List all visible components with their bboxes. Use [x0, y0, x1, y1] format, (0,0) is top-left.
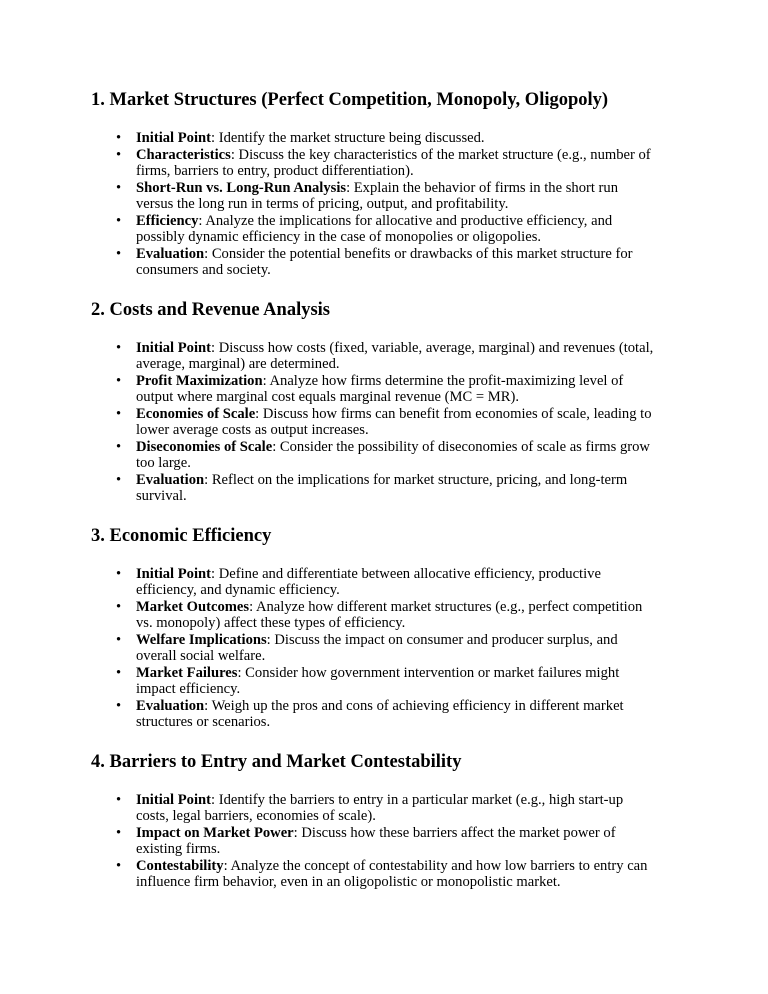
- item-text: : Analyze how firms determine the profit-maximizing level of output where marginal cost equals marginal revenue (MC = MR).: [136, 372, 624, 405]
- item-text: : Consider how government intervention or market failures might impact efficiency.: [136, 664, 620, 697]
- list-item: [91, 825, 656, 858]
- item-term: Initial Point: [136, 130, 212, 146]
- list-item: [91, 246, 656, 279]
- list-item: [91, 599, 656, 632]
- item-term: Diseconomies of Scale: [136, 438, 273, 455]
- bullet-icon: •: [116, 372, 122, 389]
- item-term: Short-Run vs. Long-Run Analysis: [136, 179, 347, 196]
- item-term: Evaluation: [136, 245, 205, 262]
- bullet-icon: •: [116, 146, 122, 163]
- bullet-icon: •: [116, 438, 122, 455]
- item-term: Evaluation: [136, 471, 205, 488]
- list-item: [91, 373, 656, 406]
- item-text: : Identify the barriers to entry in a particular market (e.g., high start-up costs, legal barriers, economies of scale).: [136, 791, 624, 824]
- bullet-icon: •: [116, 664, 122, 681]
- item-text: : Reflect on the implications for market structure, pricing, and long-term survival.: [136, 471, 628, 504]
- list-item: [91, 665, 656, 698]
- item-text: : Analyze the concept of contestability and how low barriers to entry can influence firm behavior, even in an oligopolistic or monopolistic market.: [136, 857, 648, 890]
- item-text: : Discuss how these barriers affect the market power of existing firms.: [136, 824, 616, 857]
- item-term: Characteristics: [136, 146, 231, 163]
- list-item: [91, 566, 656, 599]
- bullet-icon: •: [116, 565, 122, 582]
- section-heading: 1. Market Structures (Perfect Competition, Monopoly, Oligopoly): [91, 90, 609, 110]
- bullet-icon: •: [116, 339, 122, 356]
- bullet-icon: •: [116, 857, 122, 874]
- item-text: : Analyze the implications for allocative and productive efficiency, and possibly dynamic efficiency in the case of monopolies or oligopolies.: [136, 212, 613, 245]
- bullet-icon: •: [116, 245, 122, 262]
- item-text: : Identify the market structure being discussed.: [211, 130, 485, 146]
- item-text: : Discuss the key characteristics of the market structure (e.g., number of firms, barriers to entry, product differentiation).: [136, 146, 651, 179]
- list-item: [91, 340, 656, 373]
- item-text: : Discuss how costs (fixed, variable, average, marginal) and revenues (total, average, marginal) are determined.: [136, 339, 654, 372]
- item-term: Contestability: [136, 857, 224, 874]
- list-item: [91, 147, 656, 180]
- item-term: Evaluation: [136, 697, 205, 714]
- item-text: : Discuss how firms can benefit from economies of scale, leading to lower average costs as output increases.: [136, 405, 652, 438]
- bullet-icon: •: [116, 130, 122, 146]
- section-heading: 2. Costs and Revenue Analysis: [91, 299, 331, 320]
- bullet-icon: •: [116, 405, 122, 422]
- item-term: Initial Point: [136, 791, 212, 808]
- list-item: [91, 792, 656, 825]
- bullet-list: [91, 340, 768, 505]
- bullet-icon: •: [116, 471, 122, 488]
- item-term: Efficiency: [136, 212, 199, 229]
- item-term: Welfare Implications: [136, 631, 267, 648]
- item-text: : Define and differentiate between allocative efficiency, productive efficiency, and dynamic efficiency.: [136, 565, 601, 598]
- bullet-icon: •: [116, 179, 122, 196]
- item-text: : Explain the behavior of firms in the short run versus the long run in terms of pricing, output, and profitability.: [136, 179, 619, 212]
- bullet-list: [91, 130, 768, 279]
- bullet-icon: •: [116, 791, 122, 808]
- list-item: [91, 406, 656, 439]
- bullet-icon: •: [116, 631, 122, 648]
- item-term: Economies of Scale: [136, 405, 256, 422]
- item-term: Profit Maximization: [136, 372, 263, 389]
- item-term: Impact on Market Power: [136, 824, 294, 841]
- bullet-icon: •: [116, 598, 122, 615]
- item-text: : Consider the potential benefits or drawbacks of this market structure for consumers and society.: [136, 245, 633, 278]
- item-term: Initial Point: [136, 339, 212, 356]
- bullet-icon: •: [116, 824, 122, 841]
- list-item: [91, 698, 656, 731]
- bullet-icon: •: [116, 212, 122, 229]
- item-text: : Discuss the impact on consumer and producer surplus, and overall social welfare.: [136, 631, 618, 664]
- bullet-list: [91, 792, 768, 891]
- section-heading: 3. Economic Efficiency: [91, 525, 272, 546]
- item-term: Market Failures: [136, 664, 238, 681]
- list-item: [91, 180, 656, 213]
- item-text: : Consider the possibility of diseconomies of scale as firms grow too large.: [136, 438, 650, 471]
- list-item: [91, 439, 656, 472]
- item-text: : Analyze how different market structures (e.g., perfect competition vs. monopoly) affect these types of efficiency.: [136, 598, 643, 631]
- item-term: Initial Point: [136, 565, 212, 582]
- list-item: [91, 130, 656, 147]
- list-item: [91, 632, 656, 665]
- list-item: [91, 858, 656, 891]
- item-text: : Weigh up the pros and cons of achieving efficiency in different market structures or scenarios.: [136, 697, 624, 730]
- list-item: [91, 472, 656, 505]
- bullet-list: [91, 566, 768, 731]
- section-heading: 4. Barriers to Entry and Market Contestability: [91, 751, 462, 772]
- list-item: [91, 213, 656, 246]
- item-term: Market Outcomes: [136, 598, 250, 615]
- bullet-icon: •: [116, 697, 122, 714]
